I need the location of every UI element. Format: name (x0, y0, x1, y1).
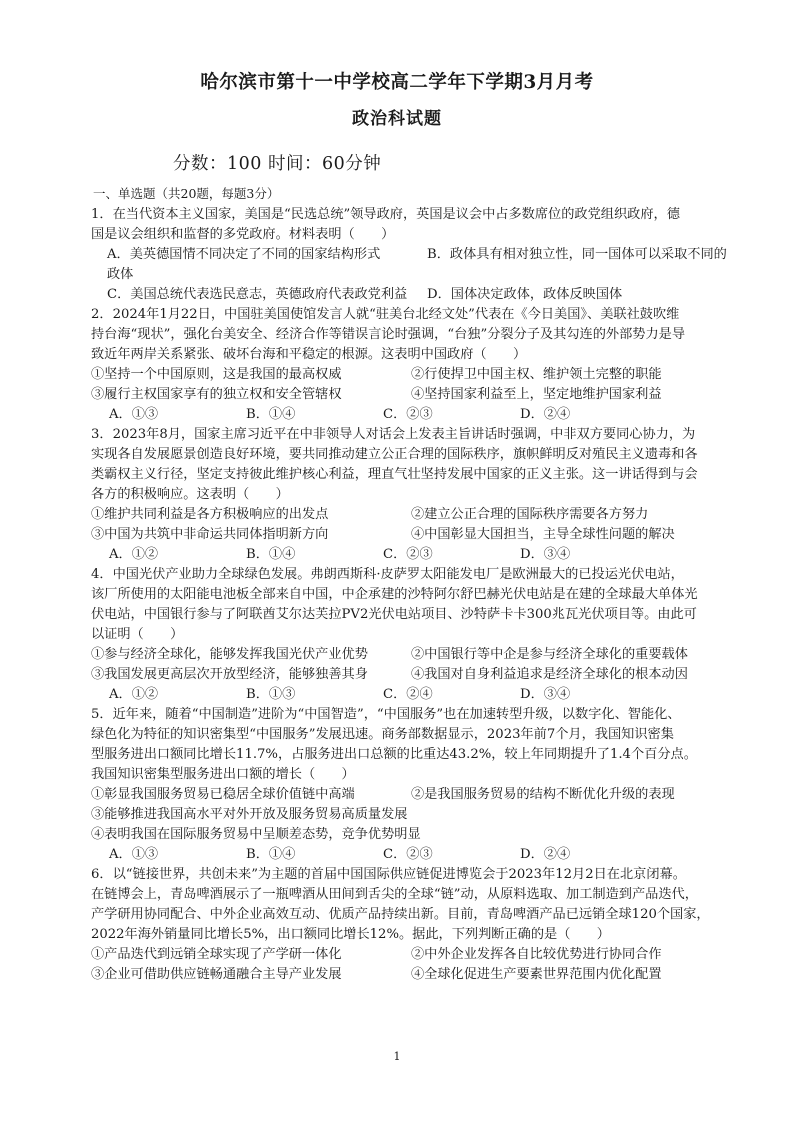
statement-4: ④坚持国家利益至上，坚定地维护国家利益 (411, 387, 662, 402)
option-b-continued: 政体 (107, 267, 134, 282)
choice-a: A．①② (109, 687, 159, 702)
question-1 (91, 205, 746, 305)
choice-a: A．①③ (109, 847, 159, 862)
question-text-line: 在链博会上，青岛啤酒展示了一瓶啤酒从田间到舌尖的全球“链”动，从原料选取、加工制造到产品迭代， (91, 887, 698, 902)
question-text-line: 2022年海外销量同比增长5%，出口额同比增长12%。据此，下列判断正确的是（ ） (91, 927, 610, 942)
question-text-line: 产学研用协同配合、中外企业高效互动、优质产品持续出新。目前，青岛啤酒产品已远销全球120个国家， (91, 907, 710, 922)
statement-2: ②是我国服务贸易的结构不断优化升级的表现 (411, 787, 675, 802)
statement-4: ④我国对自身利益追求是经济全球化的根本动因 (411, 667, 688, 682)
question-text-line: 型服务进出口额同比增长11.7%，占服务进出口总额的比重达43.2%，较上年同期提升了1.4个百分点。 (91, 747, 697, 762)
choice-b: B．①④ (246, 547, 296, 562)
question-text-line: 3．2023年8月，国家主席习近平在中非领导人对话会上发表主旨讲话时强调，中非双方要同心协力，为 (91, 427, 696, 442)
choice-row (91, 845, 746, 865)
exam-title: 哈尔滨市第十一中学校高二学年下学期3月月考 (200, 72, 594, 93)
choice-c: C．②④ (383, 687, 433, 702)
statement-3: ③我国发展更高层次开放型经济，能够独善其身 (91, 667, 368, 682)
statement-2: ②中外企业发挥各自比较优势进行协同合作 (411, 947, 662, 962)
choice-b: B．①④ (246, 407, 296, 422)
option-a: A．美英德国情不同决定了不同的国家结构形式 (107, 247, 381, 262)
statement-3: ③履行主权国家享有的独立权和安全管辖权 (91, 387, 342, 402)
statement-1: ①维护共同利益是各方积极响应的出发点 (91, 507, 329, 522)
choice-row (91, 685, 746, 705)
questions-body (91, 205, 746, 985)
question-text-line: 以证明（ ） (91, 627, 184, 642)
exam-meta: 分数：100 时间：60分钟 (173, 154, 382, 174)
option-row (91, 245, 746, 265)
question-5 (91, 705, 746, 865)
choice-c: C．②③ (383, 847, 433, 862)
question-text-line: 2．2024年1月22日，中国驻美国使馆发言人就“驻美台北经文处”代表在《今日美国》、美联社鼓吹维 (91, 307, 680, 322)
question-text-line: 我国知识密集型服务进出口额的增长（ ） (91, 767, 355, 782)
question-text-line: 伏电站，中国银行参与了阿联酋艾尔达芙拉PV2光伏电站项目、沙特萨卡卡300兆瓦光伏项目等。由此可 (91, 607, 697, 622)
question-text-line: 5．近年来，随着“中国制造”进阶为“中国智造”，“中国服务”也在加速转型升级，以数字化、智能化、 (91, 707, 681, 722)
statement-3: ③能够推进我国高水平对外开放及服务贸易高质量发展 (91, 807, 408, 822)
question-text-line: 类霸权主义行径，坚定支持彼此维护核心利益，理直气壮坚持发展中国家的正义主张。这一讲话得到与会 (91, 467, 698, 482)
statement-4: ④表明我国在国际服务贸易中呈顺差态势，竞争优势明显 (91, 827, 421, 842)
statement-row (91, 945, 746, 965)
statement-3: ③企业可借助供应链畅通融合主导产业发展 (91, 967, 342, 982)
choice-b: B．①③ (246, 687, 296, 702)
statement-row (91, 365, 746, 385)
choice-d: D．②④ (520, 407, 571, 422)
option-b: B．政体具有相对独立性，同一国体可以采取不同的 (427, 247, 727, 262)
statement-row (91, 505, 746, 525)
option-d: D．国体决定政体，政体反映国体 (427, 287, 623, 302)
statement-row (91, 965, 746, 985)
statement-1: ①彰显我国服务贸易已稳居全球价值链中高端 (91, 787, 355, 802)
question-text-line: 致近年两岸关系紧张、破坏台海和平稳定的根源。这表明中国政府（ ） (91, 347, 527, 362)
section-heading: 一、单选题（共20题，每题3分） (93, 186, 280, 201)
exam-subtitle: 政治科试题 (352, 109, 442, 129)
statement-4: ④中国彰显大国担当，主导全球性问题的解决 (411, 527, 675, 542)
choice-b: B．①④ (246, 847, 296, 862)
statement-3: ③中国为共筑中非命运共同体指明新方向 (91, 527, 329, 542)
page-number: 1 (393, 1050, 401, 1063)
statement-row (91, 645, 746, 665)
choice-a: A．①③ (109, 407, 159, 422)
statement-row (91, 665, 746, 685)
choice-d: D．②④ (520, 847, 571, 862)
statement-row (91, 385, 746, 405)
choice-row (91, 545, 746, 565)
choice-c: C．②③ (383, 547, 433, 562)
question-6 (91, 865, 746, 985)
question-text-line: 该厂所使用的太阳能电池板全部来自中国，中企承建的沙特阿尔舒巴赫光伏电站是在建的全球最大单体光 (91, 587, 698, 602)
question-text-line: 绿色化为特征的知识密集型“中国服务”发展迅速。商务部数据显示，2023年前7个月，我国知识密集 (91, 727, 674, 742)
question-text-line: 4．中国光伏产业助力全球绿色发展。弗朗西斯科·皮萨罗太阳能发电厂是欧洲最大的已投运光伏电站， (91, 567, 684, 582)
choice-d: D．③④ (520, 547, 571, 562)
question-3 (91, 425, 746, 565)
option-c: C．美国总统代表选民意志，英德政府代表政党利益 (107, 287, 408, 302)
choice-c: C．②③ (383, 407, 433, 422)
statement-1: ①参与经济全球化，能够发挥我国光伏产业优势 (91, 647, 368, 662)
question-text-line: 国是议会组织和监督的多党政府。材料表明（ ） (91, 227, 395, 242)
question-4 (91, 565, 746, 705)
question-text-line: 1．在当代资本主义国家，美国是“民选总统”领导政府，英国是议会中占多数席位的政党组织政府，德 (91, 207, 680, 222)
statement-2: ②行使捍卫中国主权、维护领土完整的职能 (411, 367, 662, 382)
question-text-line: 各方的积极响应。这表明（ ） (91, 487, 289, 502)
statement-4: ④全球化促进生产要素世界范围内优化配置 (411, 967, 662, 982)
option-row (91, 285, 746, 305)
statement-1: ①产品迭代到远销全球实现了产学研一体化 (91, 947, 342, 962)
statement-2: ②中国银行等中企是参与经济全球化的重要载体 (411, 647, 688, 662)
question-text-line: 持台海“现状”，强化台美安全、经济合作等错误言论时强调，“台独”分裂分子及其勾连的外部势力是导 (91, 327, 686, 342)
choice-d: D．③④ (520, 687, 571, 702)
statement-2: ②建立公正合理的国际秩序需要各方努力 (411, 507, 649, 522)
question-2 (91, 305, 746, 425)
statement-row (91, 785, 746, 805)
statement-row (91, 525, 746, 545)
choice-a: A．①② (109, 547, 159, 562)
statement-1: ①坚持一个中国原则，这是我国的最高权威 (91, 367, 342, 382)
question-text-line: 实现各自发展愿景创造良好环境，要共同推动建立公正合理的国际秩序，旗帜鲜明反对殖民主义遗毒和各 (91, 447, 698, 462)
choice-row (91, 405, 746, 425)
question-text-line: 6．以“链接世界，共创未来”为主题的首届中国国际供应链促进博览会于2023年12月2日在北京闭幕。 (91, 867, 686, 882)
